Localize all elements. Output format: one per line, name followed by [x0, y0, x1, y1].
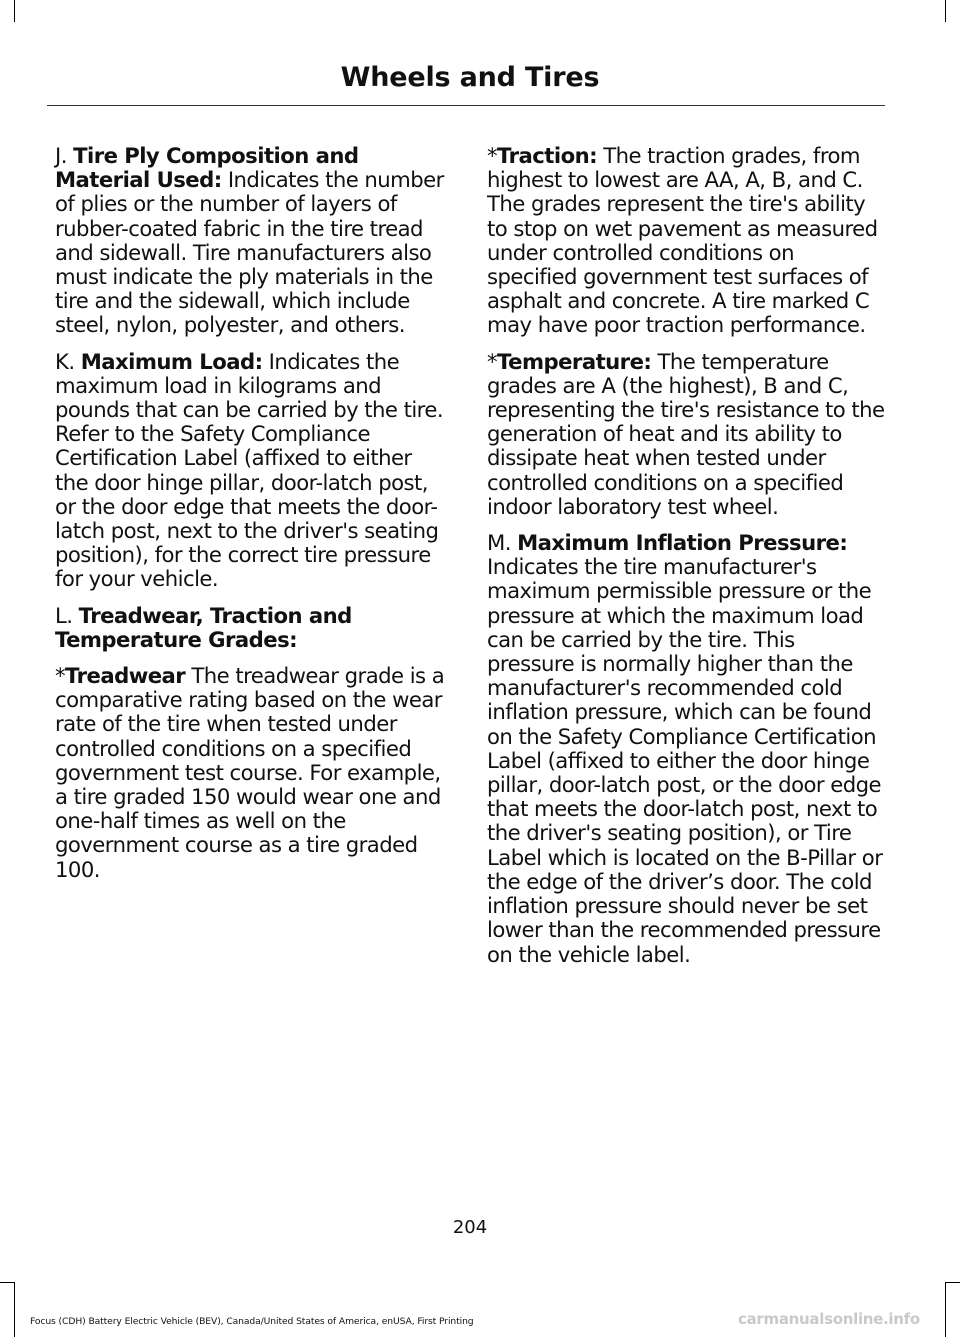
crop-mark-bottom-right-vertical — [945, 1282, 946, 1337]
paragraph-tire-ply-composition — [55, 144, 450, 338]
paragraph-treadwear — [55, 664, 450, 882]
paragraph-body: Indicates the tire manufacturer's maximum permissible pressure or the pressure at which the maximum load can be carried by the tire. This pressure is normally higher than the manufacturer's recommended cold inflation pressure, which can be found on the Safety Compliance Certification Label (affixed to either the door hinge pillar, door-latch post, or the door edge that meets the door-latch post, next to the driver's seating position), or Tire Label which is located on the B-Pillar or the edge of the driver’s door. The cold inflation pressure should never be set lower than the recommended pressure on the vehicle label. — [487, 554, 883, 967]
right-column — [487, 144, 885, 979]
page-header-title: Wheels and Tires — [340, 62, 600, 93]
header-divider — [47, 105, 885, 106]
paragraph-body: The traction grades, from highest to lowest are AA, A, B, and C. The grades represent the tire's ability to stop on wet pavement as measured under controlled conditions on specified government test surfaces of asphalt and concrete. A tire marked C may have poor traction performance. — [487, 143, 878, 338]
crop-mark-bottom-left-vertical — [14, 1282, 15, 1337]
crop-mark-bottom-right-horizontal — [945, 1282, 960, 1283]
paragraph-temperature — [487, 350, 885, 519]
paragraph-prefix: M. — [487, 530, 518, 556]
paragraph-term: Temperature: — [497, 348, 652, 374]
paragraph-body: The treadwear grade is a comparative rating based on the wear rate of the tire when tested under controlled conditions on a specified government test course. For example, a tire graded 150 would wear one and one-half times as well on the government course as a tire graded 100. — [55, 663, 445, 882]
paragraph-term: Maximum Inflation Pressure: — [517, 530, 848, 556]
footer-text: Focus (CDH) Battery Electric Vehicle (BEV), Canada/United States of America, enUSA, First Printing — [30, 1316, 474, 1327]
paragraph-body: Indicates the number of plies or the number of layers of rubber-coated fabric in the tire tread and sidewall. Tire manufacturers also must indicate the ply materials in the tire and the sidewall, which include steel, nylon, polyester, and others. — [55, 167, 444, 338]
paragraph-term: Tire Ply Composition and Material Used: — [55, 143, 359, 193]
crop-mark-top-left-vertical — [14, 0, 15, 22]
left-column — [55, 144, 450, 894]
paragraph-prefix: * — [55, 663, 66, 689]
paragraph-maximum-inflation-pressure — [487, 531, 885, 967]
crop-mark-top-right-vertical — [945, 0, 946, 22]
paragraph-term: Treadwear, Traction and Temperature Grades: — [55, 602, 352, 652]
watermark: carmanualsonline.info — [738, 1310, 920, 1328]
paragraph-term: Maximum Load: — [80, 348, 263, 374]
paragraph-term: Traction: — [497, 143, 598, 168]
paragraph-prefix: * — [487, 143, 498, 168]
paragraph-prefix: L. — [55, 602, 79, 628]
page-number: 204 — [452, 1217, 488, 1238]
paragraph-body: The temperature grades are A (the highest), B and C, representing the tire's resistance to the generation of heat and its ability to dissipate heat when tested under controlled conditions on a specified indoor laboratory test wheel. — [487, 348, 885, 519]
paragraph-prefix: * — [487, 348, 498, 374]
paragraph-prefix: J. — [55, 143, 74, 168]
paragraph-body: Indicates the maximum load in kilograms and pounds that can be carried by the tire. Refer to the Safety Compliance Certification Label (affixed to either the door hinge pillar, door-latch post, or the door edge that meets the door-latch post, next to the driver's seating position), for the correct tire pressure for your vehicle. — [55, 348, 444, 592]
paragraph-grades-heading — [55, 604, 450, 652]
crop-mark-bottom-left-horizontal — [0, 1282, 14, 1283]
paragraph-maximum-load — [55, 350, 450, 592]
paragraph-prefix: K. — [55, 348, 81, 374]
paragraph-traction — [487, 144, 885, 338]
paragraph-term: Treadwear — [65, 663, 186, 689]
